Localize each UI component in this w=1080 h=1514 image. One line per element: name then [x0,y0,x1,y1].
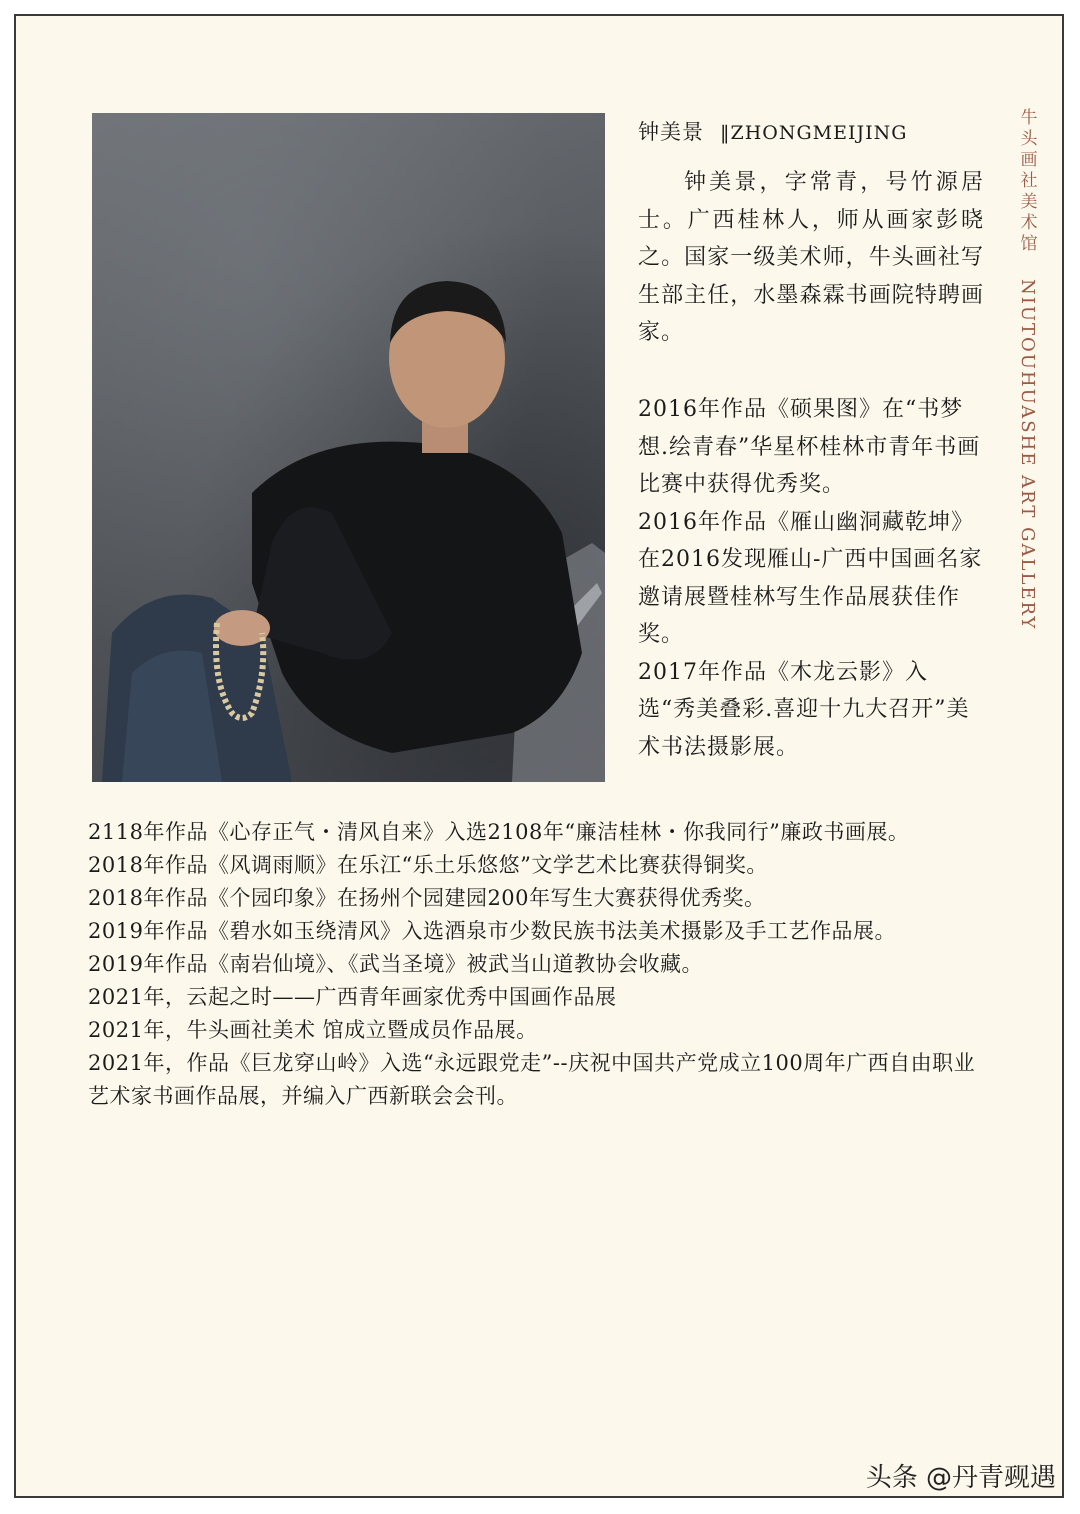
award-item: 2018年作品《个园印象》在扬州个园建园200年写生大赛获得优秀奖。 [88,886,766,910]
award-item: 2018年作品《风调雨顺》在乐江“乐土乐悠悠”文学艺术比赛获得铜奖。 [88,853,768,877]
gallery-char: 馆 [1020,234,1038,254]
award-item: 2016年作品《硕果图》在“书梦想.绘青春”华星杯桂林市青年书画比赛中获得优秀奖。 [638,397,981,497]
gallery-name-en: NIUTOUHUASHE ART GALLERY [1017,279,1038,631]
source-watermark: 头条 @丹青觋遇 [865,1463,1056,1493]
award-item: 2021年，作品《巨龙穿山岭》入选“永远跟党走”--庆祝中国共产党成立100周年广西自由职业艺术家书画作品展，并编入广西新联会会刊。 [88,1051,976,1108]
artist-biography: 钟美景，字常青，号竹源居士。广西桂林人，师从画家彭晓之。国家一级美术师，牛头画社写生部主任，水墨森霖书画院特聘画家。 [638,170,984,345]
artist-name-line [638,116,907,146]
name-separator: ‖ [720,122,731,144]
award-item: 2021年，牛头画社美术 馆成立暨成员作品展。 [88,1018,538,1042]
gallery-char: 社 [1020,171,1038,191]
gallery-char: 术 [1020,213,1038,233]
award-item: 2019年作品《碧水如玉绕清风》入选酒泉市少数民族书法美术摄影及手工艺作品展。 [88,919,896,943]
artist-portrait-photo [92,113,605,782]
artist-name-en: ZHONGMEIJING [730,122,908,144]
gallery-char: 画 [1020,150,1038,170]
award-item: 2021年，云起之时——广西青年画家优秀中国画作品展 [88,985,617,1009]
artist-name-cn: 钟美景 [638,120,704,144]
awards-list-bottom [88,816,988,1113]
gallery-char: 头 [1020,129,1038,149]
gallery-name-cn [1014,110,1044,257]
gallery-char: 牛 [1020,108,1038,128]
catalog-page [14,14,1064,1498]
award-item: 2019年作品《南岩仙境》、《武当圣境》被武当山道教协会收藏。 [88,952,703,976]
gallery-char: 美 [1020,192,1038,212]
award-item: 2017年作品《木龙云影》入选“秀美叠彩.喜迎十九大召开”美术书法摄影展。 [638,659,970,760]
awards-list-top [638,391,984,766]
portrait-illustration [92,113,605,782]
award-item: 2016年作品《雁山幽洞藏乾坤》在2016发现雁山-广西中国画名家邀请展暨桂林写生作品展获佳作奖。 [638,509,983,647]
gallery-side-label [1014,110,1044,630]
award-item: 2118年作品《心存正气・清风自来》入选2108年“廉洁桂林・你我同行”廉政书画展。 [88,820,910,844]
